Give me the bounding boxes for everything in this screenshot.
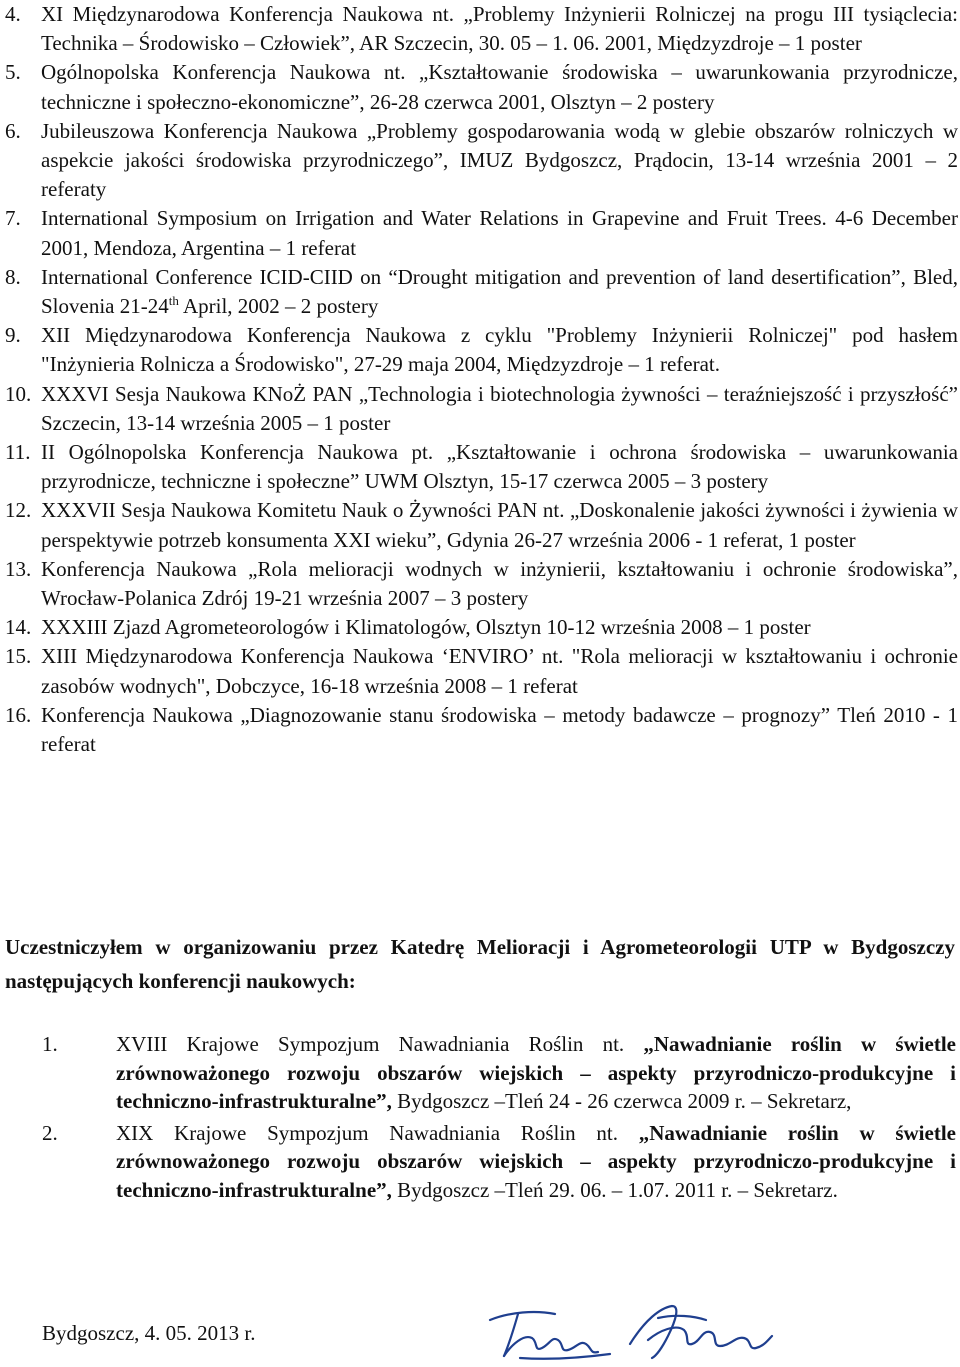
list-item xyxy=(5,438,958,496)
item-number: 5. xyxy=(5,60,21,85)
item-number: 14. xyxy=(5,615,32,640)
section-heading: Uczestniczyłem w organizowaniu przez Katedrę Melioracji i Agrometeorologii UTP w Bydgoszczy następujących konferencji naukowych: xyxy=(5,935,955,993)
list-item xyxy=(5,321,958,379)
item-number: 12. xyxy=(5,498,32,523)
list-item xyxy=(42,1030,956,1116)
list-item xyxy=(5,613,958,642)
item-number: 7. xyxy=(5,206,21,231)
list-item xyxy=(5,642,958,700)
item-title: „Nawadnianie roślin w świetle zrównoważonego rozwoju obszarów wiejskich – aspekty przyrodniczo-produkcyjne i techniczno-infrastrukturalne”, xyxy=(116,1032,956,1113)
item-number: 9. xyxy=(5,323,21,348)
item-text: Jubileuszowa Konferencja Naukowa „Problemy gospodarowania wodą w glebie obszarów rolniczych w aspekcie jakości środowiska przyrodniczego”, IMUZ Bydgoszcz, Prądocin, 13-14 września 2001 – 2 referaty xyxy=(41,118,958,202)
item-text: International Symposium on Irrigation and Water Relations in Grapevine and Fruit Trees. 4-6 December 2001, Mendoza, Argentina – 1 referat xyxy=(41,206,958,260)
item-number: 13. xyxy=(5,556,32,581)
item-number: 8. xyxy=(5,264,21,289)
item-details: Bydgoszcz –Tleń 24 - 26 czerwca 2009 r. – Sekretarz, xyxy=(391,1089,852,1113)
item-text xyxy=(41,263,958,321)
item-title: „Nawadnianie roślin w świetle zrównoważonego rozwoju obszarów wiejskich – aspekty przyrodniczo-produkcyjne i techniczno-infrastrukturalne”, xyxy=(116,1120,956,1202)
item-text: XXXIII Zjazd Agrometeorologów i Klimatologów, Olsztyn 10-12 września 2008 – 1 poster xyxy=(41,615,811,640)
item-text xyxy=(116,1030,956,1116)
item-text: XII Międzynarodowa Konferencja Naukowa z cyklu "Problemy Inżynierii Rolniczej" pod hasłem "Inżynieria Rolnicza a Środowisko", 27-29 maja 2004, Międzyzdroje – 1 referat. xyxy=(41,323,958,377)
item-number: 15. xyxy=(5,644,32,669)
place-date: Bydgoszcz, 4. 05. 2013 r. xyxy=(42,1321,256,1345)
ordinal-suffix: th xyxy=(168,293,179,309)
item-text xyxy=(116,1119,956,1205)
list-item xyxy=(5,555,958,613)
list-item xyxy=(5,117,958,205)
list-item xyxy=(42,1119,956,1205)
conference-list xyxy=(5,0,958,759)
item-text: Konferencja Naukowa „Rola melioracji wodnych w inżynierii, kształtowaniu i ochronie środowiska”, Wrocław-Polanica Zdrój 19-21 września 2007 – 3 postery xyxy=(41,556,958,611)
item-text: XXXVII Sesja Naukowa Komitetu Nauk o Żywności PAN nt. „Doskonalenie jakości żywności i żywienia w perspektywie potrzeb konsumenta XXI wieku”, Gdynia 26-27 września 2006 - 1 referat, 1 poster xyxy=(41,498,958,552)
item-number: 1. xyxy=(42,1032,58,1056)
item-text: Ogólnopolska Konferencja Naukowa nt. „Kształtowanie środowiska – uwarunkowania przyrodnicze, techniczne i społeczno-ekonomiczne”, 26-28 czerwca 2001, Olsztyn – 2 postery xyxy=(41,60,958,114)
organized-conference-list xyxy=(42,1030,956,1207)
item-text-end: April, 2002 – 2 postery xyxy=(178,294,379,319)
item-lead: XIX Krajowe Sympozjum Nawadniania Roślin nt. xyxy=(116,1120,639,1145)
item-text: II Ogólnopolska Konferencja Naukowa pt. „Kształtowanie i ochrona środowiska – uwarunkowania przyrodnicze, techniczne i społeczne” UWM Olsztyn, 15-17 czerwca 2005 – 3 postery xyxy=(41,440,958,494)
list-item xyxy=(5,263,958,321)
item-number: 10. xyxy=(5,381,32,406)
list-item xyxy=(5,380,958,438)
item-text: Konferencja Naukowa „Diagnozowanie stanu środowiska – metody badawcze – prognozy” Tleń 2010 - 1 referat xyxy=(41,702,958,757)
item-text: XI Międzynarodowa Konferencja Naukowa nt. „Problemy Inżynierii Rolniczej na progu III tysiąclecia: Technika – Środowisko – Człowiek”, AR Szczecin, 30. 05 – 1. 06. 2001, Międzyzdroje – 1 poster xyxy=(41,2,958,56)
list-item xyxy=(5,58,958,116)
item-number: 11. xyxy=(5,440,31,465)
item-number: 2. xyxy=(42,1120,58,1145)
signature-image xyxy=(480,1300,780,1364)
item-text: XXXVI Sesja Naukowa KNoŻ PAN „Technologia i biotechnologia żywności – teraźniejszość i przyszłość” Szczecin, 13-14 września 2005 – 1 poster xyxy=(41,381,958,435)
item-lead: XVIII Krajowe Sympozjum Nawadniania Roślin nt. xyxy=(116,1032,644,1056)
item-number: 6. xyxy=(5,118,21,143)
list-item xyxy=(5,496,958,554)
item-text-main: International Conference ICID-CIID on “Drought mitigation and prevention of land desertification”, Bled, Slovenia 21-24 xyxy=(41,264,958,319)
list-item xyxy=(5,204,958,262)
item-text: XIII Międzynarodowa Konferencja Naukowa ‘ENVIRO’ nt. "Rola melioracji w kształtowaniu i ochronie zasobów wodnych", Dobczyce, 16-18 września 2008 – 1 referat xyxy=(41,644,958,698)
list-item xyxy=(5,701,958,759)
item-number: 4. xyxy=(5,2,21,26)
item-number: 16. xyxy=(5,702,32,727)
list-item xyxy=(5,0,958,58)
item-details: Bydgoszcz –Tleń 29. 06. – 1.07. 2011 r. – Sekretarz. xyxy=(391,1177,838,1202)
